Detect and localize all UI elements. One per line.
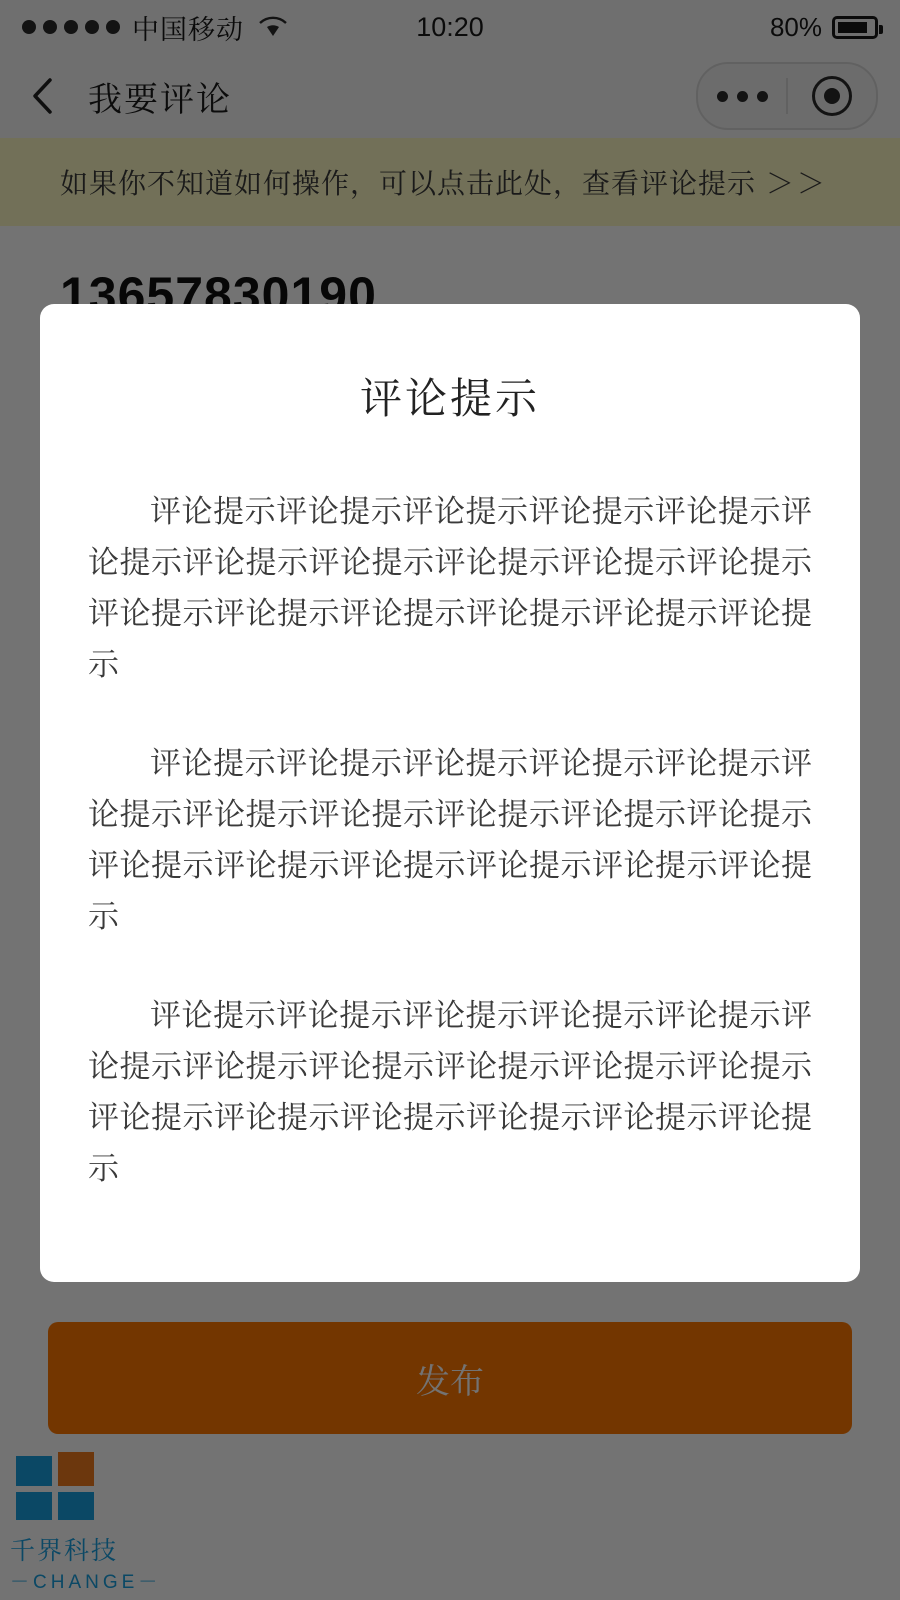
dialog-paragraph: 评论提示评论提示评论提示评论提示评论提示评论提示评论提示评论提示评论提示评论提示评论提示评论提示评论提示评论提示评论提示评论提示评论提示 <box>88 746 812 934</box>
close-x-icon <box>428 1190 472 1234</box>
comment-tips-dialog <box>40 304 860 1282</box>
close-dialog-button[interactable] <box>406 1168 494 1256</box>
dialog-paragraph: 评论提示评论提示评论提示评论提示评论提示评论提示评论提示评论提示评论提示评论提示评论提示评论提示评论提示评论提示评论提示评论提示评论提示 <box>88 494 812 682</box>
dialog-paragraph: 评论提示评论提示评论提示评论提示评论提示评论提示评论提示评论提示评论提示评论提示评论提示评论提示评论提示评论提示评论提示评论提示评论提示 <box>88 998 812 1186</box>
dialog-title: 评论提示 <box>359 375 540 422</box>
dialog-body <box>88 486 812 1194</box>
